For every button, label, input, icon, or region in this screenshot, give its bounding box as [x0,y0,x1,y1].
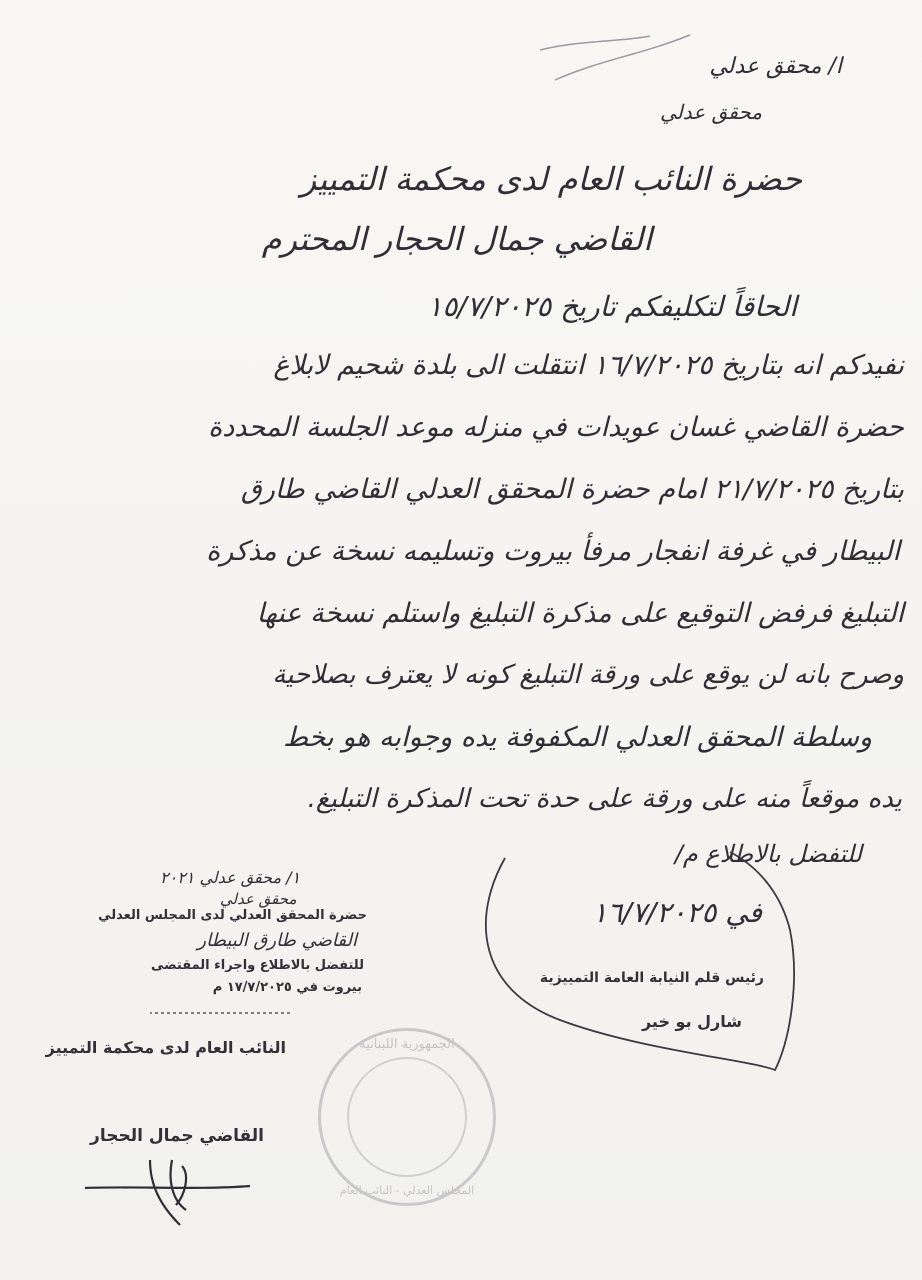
seal-bottom-text: المجلس العدلي - النائب العام [339,1184,475,1197]
body-line-7: وسلطة المحقق العدلي المكفوفة يده وجوابه هو بخط [283,722,872,753]
body-opening: الحاقاً لتكليفكم تاريخ ١٥/٧/٢٠٢٥ [427,290,797,323]
header-note-2: محقق عدلي [660,100,762,124]
body-line-3: بتاريخ ٢١/٧/٢٠٢٥ امام حضرة المحقق العدلي القاضي طارق [240,474,904,505]
salutation-line-2: القاضي جمال الحجار المحترم [261,220,652,258]
endorsement-stamp-line-2: القاضي طارق البيطار [197,930,357,951]
registry-title: رئيس قلم النيابة العامة التمييزية [539,970,764,986]
signature-name: القاضي جمال الحجار [90,1126,264,1146]
endorsement-stamp-line-1: حضرة المحقق العدلي لدى المجلس العدلي [98,908,367,923]
signature-title: النائب العام لدى محكمة التمييز [45,1038,286,1057]
left-note-2: محقق عدلي [220,890,297,908]
seal-top-text: الجمهورية اللبنانية [359,1037,455,1052]
body-closing: للتفضل بالاطلاع م/ [674,840,862,868]
body-line-2: حضرة القاضي غسان عويدات في منزله موعد الجلسة المحددة [208,412,904,443]
body-date: في ١٦/٧/٢٠٢٥ [592,896,762,929]
official-seal [318,1028,496,1206]
body-line-5: التبليغ فرفض التوقيع على مذكرة التبليغ واستلم نسخة عنها [256,598,904,629]
body-line-1: نفيدكم انه بتاريخ ١٦/٧/٢٠٢٥ انتقلت الى بلدة شحيم لابلاغ [273,350,904,381]
body-line-6: وصرح بانه لن يوقع على ورقة التبليغ كونه لا يعترف بصلاحية [272,660,904,690]
header-note-1: ا/ محقق عدلي [709,54,842,79]
body-line-8: يده موقعاً منه على ورقة على حدة تحت المذكرة التبليغ. [307,784,902,814]
body-line-4: البيطار في غرفة انفجار مرفأ بيروت وتسليمه نسخة عن مذكرة [206,536,900,567]
registry-name: شارل بو خير [641,1012,742,1031]
salutation-line-1: حضرة النائب العام لدى محكمة التمييز [300,160,802,198]
seal-inner-ring [347,1057,467,1177]
left-note-1: ١/ محقق عدلي ٢٠٢١ [160,868,301,887]
endorsement-stamp-line-4: بيروت في ١٧/٧/٢٠٢٥ م [212,980,362,995]
endorsement-stamp-line-3: للتفضل بالاطلاع واجراء المقتضى [150,958,364,973]
signature-scribble [85,1160,250,1225]
